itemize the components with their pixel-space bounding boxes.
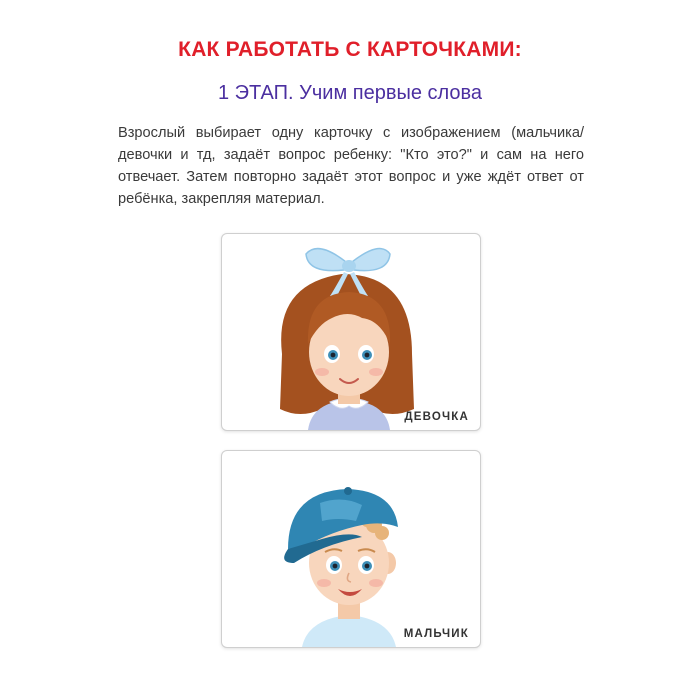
card-label-girl: ДЕВОЧКА — [404, 411, 469, 423]
card-boy — [221, 450, 481, 648]
girl-illustration — [222, 234, 480, 430]
page-title: КАК РАБОТАТЬ С КАРТОЧКАМИ: — [178, 38, 522, 61]
boy-illustration — [222, 451, 480, 647]
stage-subtitle: 1 ЭТАП. Учим первые слова — [217, 82, 483, 104]
card-label-boy: МАЛЬЧИК — [403, 628, 469, 640]
card-girl — [221, 233, 481, 431]
instruction-paragraph: Взрослый выбирает одну карточку с изображением (мальчика/девочки и тд, задаёт вопрос ребенку: "Кто это?" и сам на него отвечает. Затем повторно задаёт этот вопрос и уже ждёт ответ от ребёнка, закрепляя материал. — [118, 125, 584, 207]
